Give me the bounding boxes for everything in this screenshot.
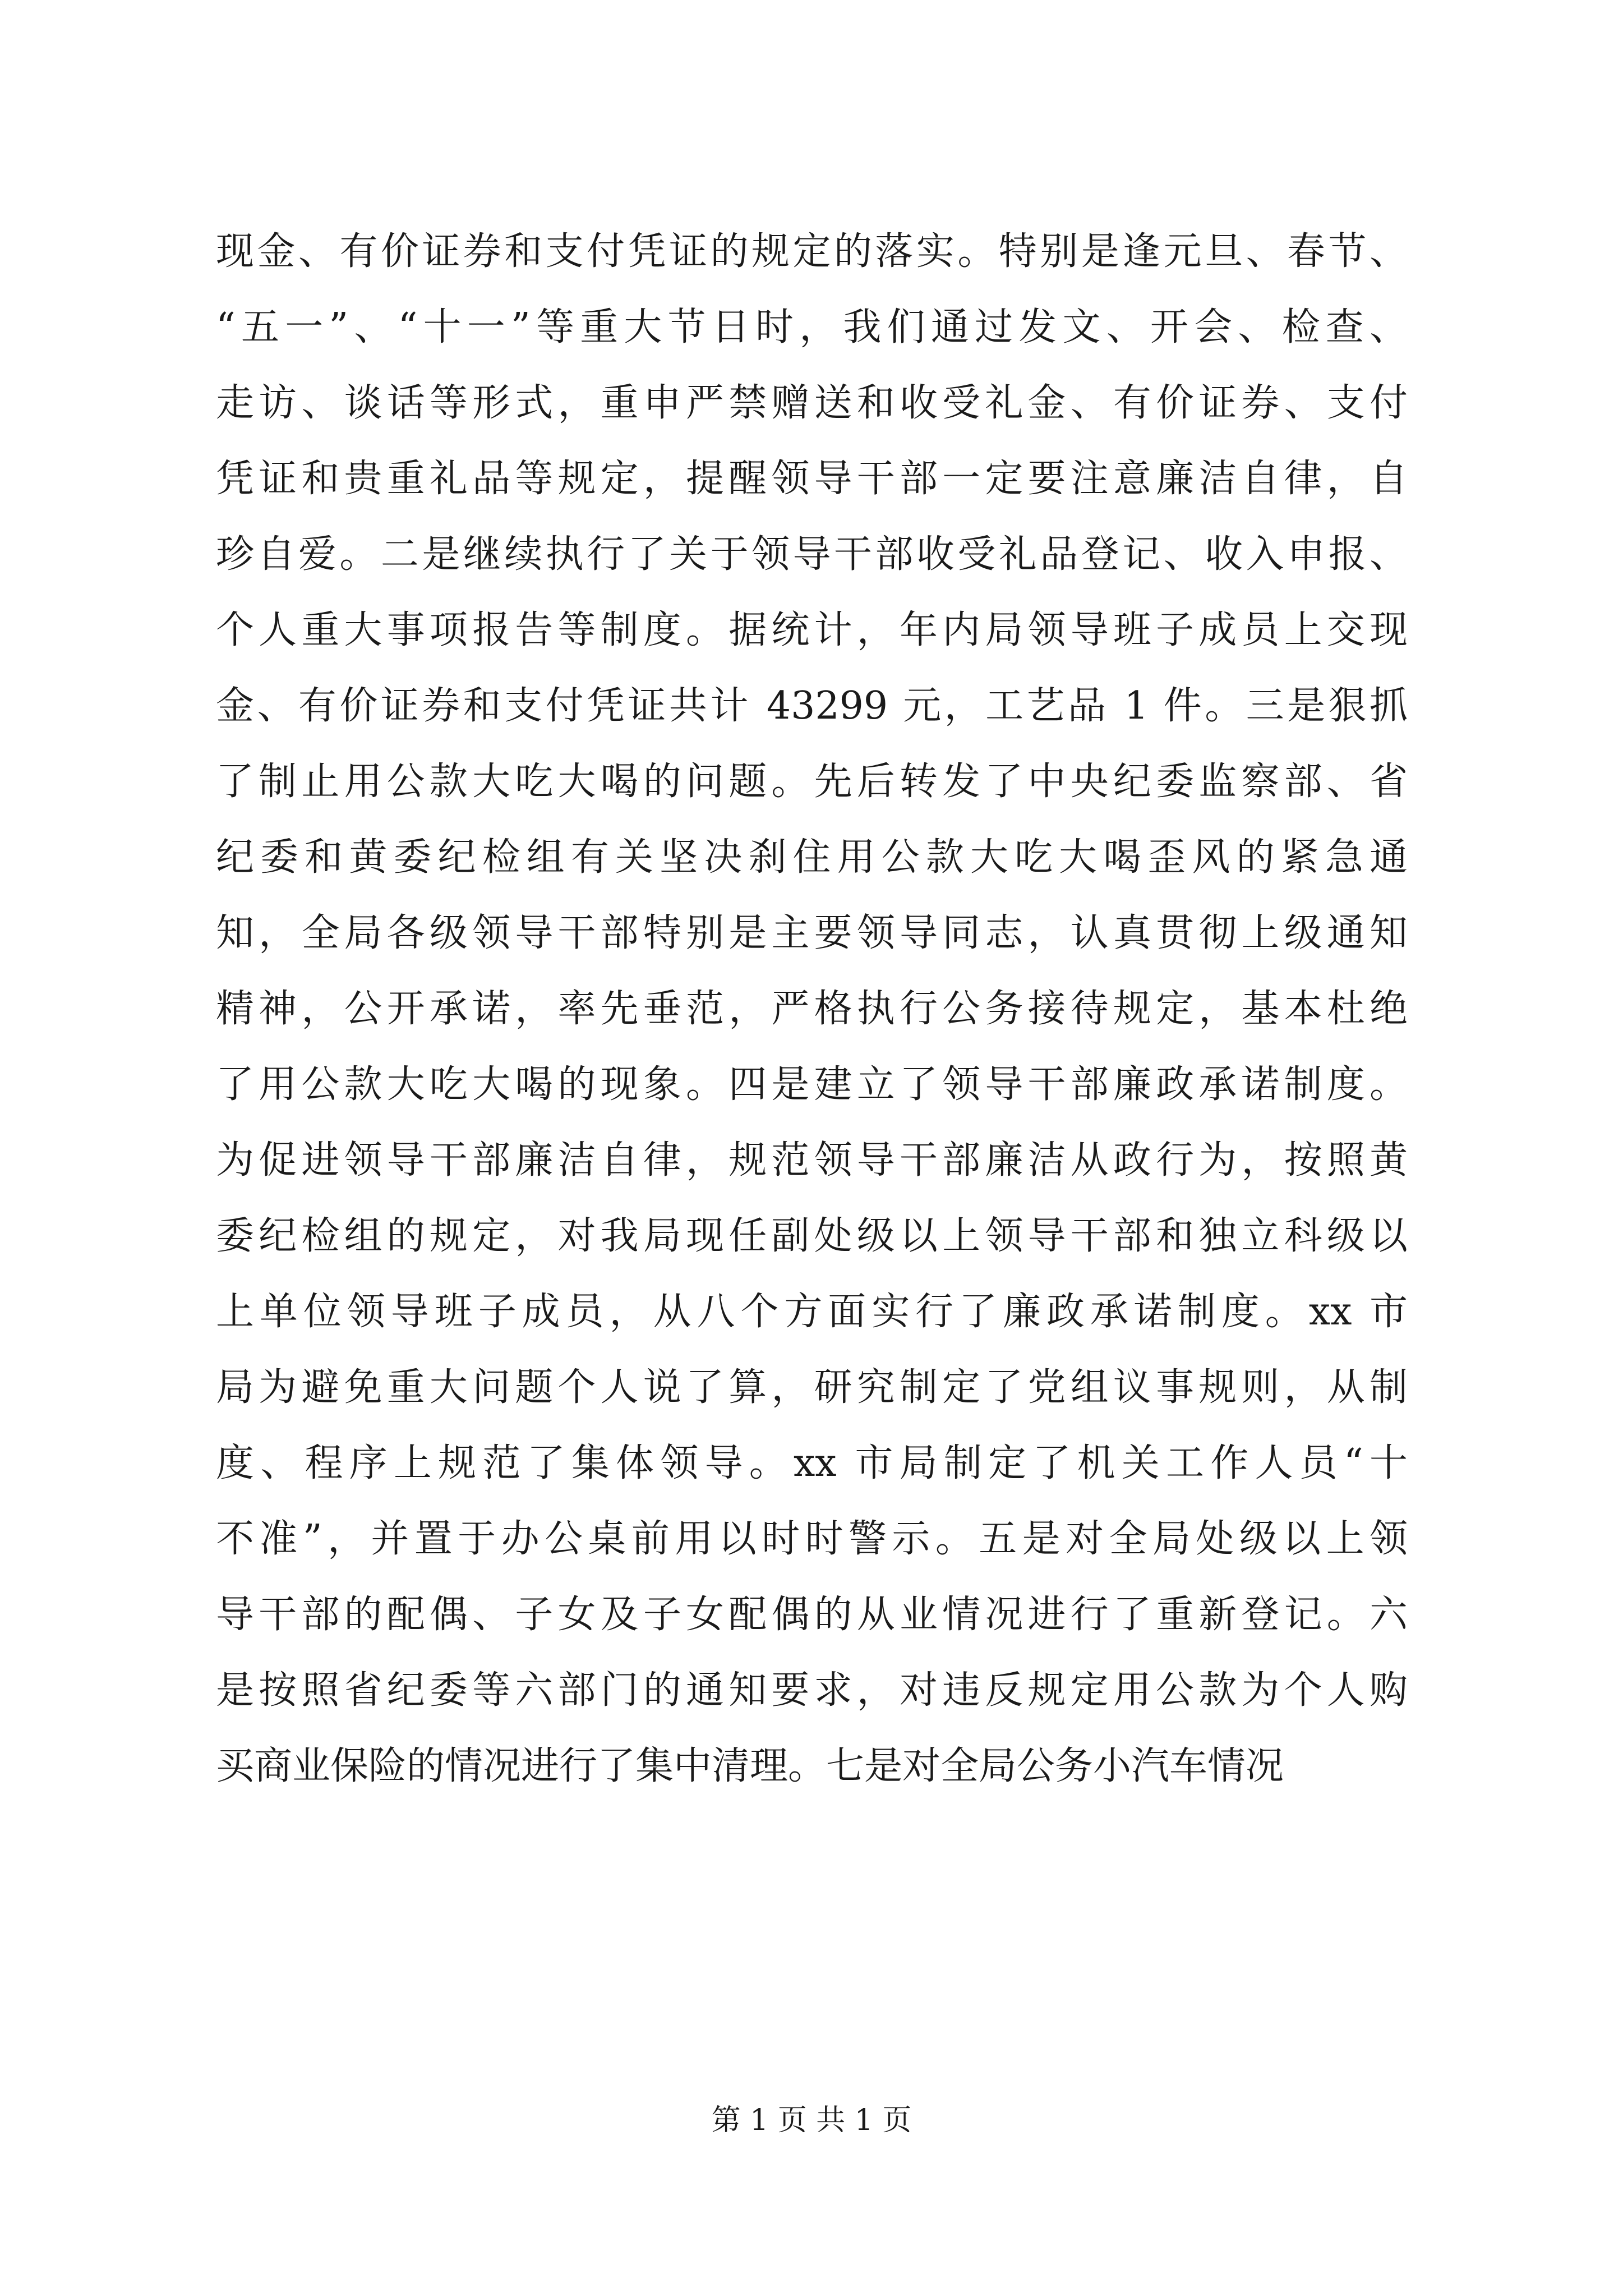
text-line: 了制止用公款大吃大喝的问题。先后转发了中央纪委监察部、省 bbox=[216, 760, 1408, 804]
text-line: 纪委和黄委纪检组有关坚决刹住用公款大吃大喝歪风的紧急通 bbox=[216, 835, 1408, 880]
text-line: 为促进领导干部廉洁自律，规范领导干部廉洁从政行为，按照黄 bbox=[216, 1138, 1408, 1182]
text-line: 个人重大事项报告等制度。据统计，年内局领导班子成员上交现 bbox=[216, 608, 1408, 652]
text-line: “五一”、“十一”等重大节日时，我们通过发文、开会、检查、 bbox=[216, 305, 1408, 349]
text-line: 知，全局各级领导干部特别是主要领导同志，认真贯彻上级通知 bbox=[216, 911, 1408, 955]
text-line: 局为避免重大问题个人说了算，研究制定了党组议事规则，从制 bbox=[216, 1365, 1408, 1410]
text-line: 委纪检组的规定，对我局现任副处级以上领导干部和独立科级以 bbox=[216, 1214, 1408, 1258]
text-line: 凭证和贵重礼品等规定，提醒领导干部一定要注意廉洁自律，自 bbox=[216, 457, 1408, 501]
text-line: 不准”，并置于办公桌前用以时时警示。五是对全局处级以上领 bbox=[216, 1517, 1408, 1561]
text-line: 了用公款大吃大喝的现象。四是建立了领导干部廉政承诺制度。 bbox=[216, 1062, 1408, 1107]
text-line: 走访、谈话等形式，重申严禁赠送和收受礼金、有价证券、支付 bbox=[216, 381, 1408, 425]
text-line: 上单位领导班子成员，从八个方面实行了廉政承诺制度。xx 市 bbox=[216, 1290, 1408, 1334]
text-line: 现金、有价证券和支付凭证的规定的落实。特别是逢元旦、春节、 bbox=[216, 229, 1408, 274]
text-line: 度、程序上规范了集体领导。xx 市局制定了机关工作人员“十 bbox=[216, 1441, 1408, 1485]
text-line: 金、有价证券和支付凭证共计 43299 元，工艺品 1 件。三是狠抓 bbox=[216, 684, 1408, 728]
text-line: 是按照省纪委等六部门的通知要求，对违反规定用公款为个人购 bbox=[216, 1668, 1408, 1713]
text-line: 珍自爱。二是继续执行了关于领导干部收受礼品登记、收入申报、 bbox=[216, 532, 1408, 577]
text-line: 导干部的配偶、子女及子女配偶的从业情况进行了重新登记。六 bbox=[216, 1593, 1408, 1637]
text-line: 买商业保险的情况进行了集中清理。七是对全局公务小汽车情况 bbox=[216, 1744, 1284, 1788]
text-line: 精神，公开承诺，率先垂范，严格执行公务接待规定，基本杜绝 bbox=[216, 987, 1408, 1031]
page-number-footer: 第 1 页 共 1 页 bbox=[711, 2104, 912, 2137]
